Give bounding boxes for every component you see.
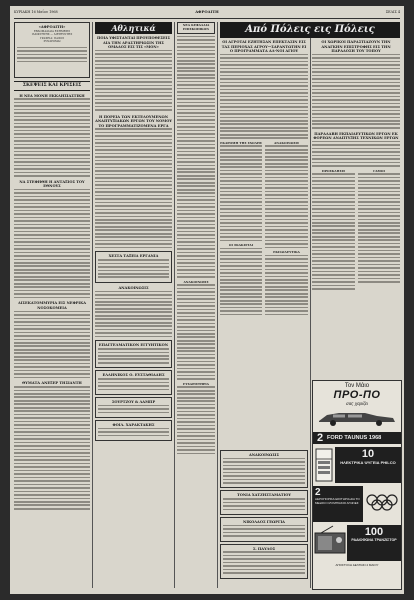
section-title-bar xyxy=(14,81,90,91)
radio-prize-row xyxy=(313,525,401,561)
article-body xyxy=(95,50,172,111)
masthead-line: ΓΡΑΦΕΙΑ: ΠΑΦΟΣ xyxy=(39,36,65,40)
philco-prize-text: ΗΛΕΚΤΡΙΚΑ ΨΥΓΕΙΑ PHILCO xyxy=(340,460,396,465)
car-illustration xyxy=(313,406,399,428)
header-masthead: ΑΦΡΟΔΙΤΗ xyxy=(195,9,219,14)
masthead-line: ΣΥΝΔΡΟΜΑΙ xyxy=(43,40,61,44)
notice-title: ΑΝΑΚΟΙΝΩΣΙΣ xyxy=(183,279,209,284)
column-divider xyxy=(174,22,175,588)
philco-prize-box xyxy=(335,447,401,483)
article-body xyxy=(14,98,90,176)
column-2 xyxy=(95,22,172,590)
header-page-number: ΣΕΛΙΣ 4 xyxy=(385,10,400,14)
page-header xyxy=(14,8,400,18)
article-headline: ΠΟΙΑ ΥΦΙΣΤΑΝΤΑΙ ΠΡΟΥΠΟΘΕΣΕΙΣ ΔΙΑ ΤΗΝ ΔΡΑΣΤΗΡΙΩΣΙΝ ΤΗΣ ΟΜΑΔΟΣ ΕΙΣ ΤΙΣ «ΜΟΝ» xyxy=(97,36,170,50)
notice-box xyxy=(220,450,308,488)
small-headline: ΕΚΔΡΟΜΗ ΤΗΣ ΣΧΟΛΗΣ xyxy=(220,140,262,145)
small-headline: ΑΝΑΚΟΙΝΩΣΙΣ xyxy=(273,140,300,145)
ad-title: ΦΟΙΛ. ΧΑΡΑΚΤΑΚΗΣ xyxy=(112,423,155,428)
column-1 xyxy=(14,22,90,590)
notice-title: ΝΙΚΟΛΑΟΣ ΓΕΩΡΓΙΑ xyxy=(243,520,285,524)
article-headline: ΟΙ ΧΩΡΙΚΟΙ ΠΑΡΑΣΤΙΑΖΟΥΝ ΤΗΝ ΑΝΑΓΚΗΝ ΕΠΙΣΤΡΟΦΗΣ ΕΙΣ ΤΗΝ ΠΑΡΑΔΟΣΗ ΤΟΥ ΤΟΠΟΥ xyxy=(321,40,391,54)
article-headline: ΝΑ ΣΤΕΦΗΘΗ Η ΑΝΤΑΞΙΟΣ ΤΟΥ ΕΘΝΟΥΣ xyxy=(19,179,85,189)
propo-sub: σας χαρίζει xyxy=(345,401,369,406)
propo-brand: ΠΡΟ-ΠΟ xyxy=(333,389,381,401)
fridge-icon xyxy=(313,447,335,483)
masthead-line: ΙΔΙΟΚΤΗΤΗΣ — ΔΙΕΥΘΥΝΤΗΣ xyxy=(31,33,73,37)
notice-title: ΕΥΧΑΡΙΣΤΗΡΙΑ xyxy=(183,381,209,386)
article-headline: ΠΑΡΑΛΑΒΗ ΕΚΠΑΙΔΕΥΤΙΚΩΝ ΕΡΓΩΝ ΕΚ ΦΟΡΕΩΝ ΑΝΑΠΤΥΞΗΣ ΤΕΧΝΙΚΩΝ ΕΡΓΩΝ xyxy=(313,131,399,141)
masthead-box xyxy=(14,22,90,78)
ad-title: ΣΟΥΡΤΖΟΥ & ΛΑΜΠΡ xyxy=(111,399,156,404)
olympic-rings-icon xyxy=(363,486,401,522)
propo-ad xyxy=(312,380,402,590)
notice-title: ΑΝΑΚΟΙΝΩΣΙΣ xyxy=(118,285,149,290)
notice-box xyxy=(220,517,308,542)
listing-body xyxy=(177,284,215,380)
notice-title: ΤΟΝΙΑ ΧΑΤΖΗΣΤΑΜΑΤΙΟΥ xyxy=(237,493,291,498)
olympic-prize-text: ΑΕΡΟΠΟΡΙΚΑ ΕΙΣΙΤΗΡΙΑ ΔΙΑ ΤΟ ΜΕΞΙΚΟ ΟΛΥΜΠΙΑΚΟΙ ΑΓΩΝΕΣ xyxy=(315,497,360,505)
small-headline: ΕΚΠΑΙΔΕΥΤΙΚΑ xyxy=(273,250,300,255)
article-headline: ΔΙΣΕΚΑΤΟΜΜΥΡΙΑ ΕΙΣ ΝΕΦΡΙΚΑ ΝΟΣΟΚΟΜΕΙΑ xyxy=(17,301,87,311)
article-body xyxy=(95,128,172,248)
olympic-prize-count: 2 xyxy=(315,487,321,498)
ad-box xyxy=(95,340,172,368)
ford-prize-count: 2 xyxy=(316,432,324,444)
olympic-prize-box xyxy=(313,486,363,522)
notice-title: ΧΕΣΤΑ ΤΑΞΕΙΔ ΕΡΓΑΝΙΔ xyxy=(108,254,159,259)
small-headline: ΠΡΟΣΚΛΗΣΙΣ xyxy=(321,168,346,173)
article-headline: Η ΝΕΑ ΜΟΝΗ ΕΚΚΛΗΣΙΑΣΤΙΚΗ xyxy=(19,93,85,98)
bottom-notices xyxy=(220,450,308,579)
article-body xyxy=(14,189,90,299)
ad-title: ΕΠΑΓΓΕΛΜΑΤΙΚΟΝ ΕΓΓΥΗΤΙΚΟΝ xyxy=(98,343,169,348)
notice-title: ΑΝΑΚΟΙΝΩΣΙΣ xyxy=(248,453,280,457)
column-subheading: ΕΠΙΣΚΟΠΙΚΟΝ xyxy=(182,26,210,31)
article-body xyxy=(14,311,90,379)
ad-box xyxy=(95,370,172,395)
column-heading: ΝΕΑ ΚΕΦΑΛΑΙΑ xyxy=(182,23,210,27)
article-body xyxy=(312,54,400,129)
column-divider xyxy=(217,22,218,588)
olympic-prize-row xyxy=(313,486,401,522)
propo-ad-top-text: Τον Μάιο xyxy=(344,383,370,389)
masthead-line: ΕΒΔΟΜΑΔΙΑΙΑ ΕΦΗΜΕΡΙΣ xyxy=(33,29,71,33)
philco-prize-count: 10 xyxy=(361,448,375,460)
sports-banner: Αθλητικά xyxy=(95,22,172,34)
article-body xyxy=(95,291,172,338)
ad-box xyxy=(95,420,172,441)
header-rule xyxy=(14,18,400,19)
article-headline: ΟΙ ΑΓΡΟΤΑΙ ΕΖΗΤΗΣΑΝ ΕΠΕΚΤΑΣΙΝ ΕΙΣ ΤΑΣ ΠΕΡΙΟΧΑΣ ΑΓΡΟΥ—ΣΑΡΑΝΤΩΤΗΝ ΕΙ Ο ΠΡΟΓΡΑΜΜΑΤΑ ΑΛ-ΝΟΙ ΑΓΙΟΥ xyxy=(221,40,307,54)
article-body xyxy=(312,141,400,167)
small-headline: ΓΑΜΟΙ xyxy=(373,168,385,173)
philco-prize-row xyxy=(313,447,401,483)
ford-prize-bar xyxy=(313,432,401,444)
masthead-title: «ΑΦΡΟΔΙΤΗ» xyxy=(38,25,66,29)
article-headline: ΘΥΜΑΤΑ ΑΝΕΞΕΡ ΤΗΣΙΑΝΤΗ xyxy=(22,381,82,386)
ad-title: ΕΛΛΗΝΙΚΟΣ Ο. ΕΥΣΤΑΘΙΑΔΗΣ xyxy=(102,373,165,378)
notice-box xyxy=(95,251,172,283)
listing-body xyxy=(177,36,215,278)
notice-box xyxy=(220,544,308,579)
cities-banner: Από Πόλεις εις Πόλεις xyxy=(220,22,400,38)
newspaper-page xyxy=(10,6,404,594)
notice-title: Σ. ΠΑΥΛΟΣ xyxy=(252,546,276,551)
radio-icon xyxy=(313,525,347,561)
small-headline: ΟΙ ΣΚΑΚΙΣΤΑΙ xyxy=(228,243,254,248)
article-headline: Η ΠΟΡΕΙΑ ΤΩΝ ΕΚΤΕΛΟΥΜΕΝΩΝ ΑΝΑΠΤΥΞΙΑΚΩΝ ΕΡΓΩΝ ΤΟΥ ΝΟΜΟΥ ΤΟ ΠΡΟΓΡΑΜΜΑΤΙΖΟΜΕΝΑ ΕΡΓΑ xyxy=(95,114,172,128)
article-body xyxy=(14,386,90,510)
notice-box xyxy=(220,490,308,515)
ford-prize-text: FORD TAUNUS 1968 xyxy=(327,435,382,441)
article-body xyxy=(220,54,308,139)
radio-prize-count: 100 xyxy=(364,526,384,538)
section-title: ΣΚΕΨΕΙΣ ΚΑΙ ΚΡΙΣΕΙΣ xyxy=(22,83,82,88)
header-date: ΚΥΡΙΑΚΗ 16 Μαΐου 1968 xyxy=(14,10,58,14)
column-divider xyxy=(92,22,93,588)
radio-prize-text: ΡΑΔΙΟΦΩΝΑ ΤΡΑΝΖΙΣΤΟΡ xyxy=(351,538,397,542)
column-3 xyxy=(177,22,215,590)
column-heading-box xyxy=(177,22,215,34)
propo-footer: ΑΠΟΣΤΟΛΗ ΔΕΛΤΙΩΝ 4 ΜΑΙΟΥ xyxy=(335,563,379,567)
listing-body xyxy=(177,386,215,454)
radio-prize-box xyxy=(347,525,401,561)
ad-box xyxy=(95,397,172,418)
